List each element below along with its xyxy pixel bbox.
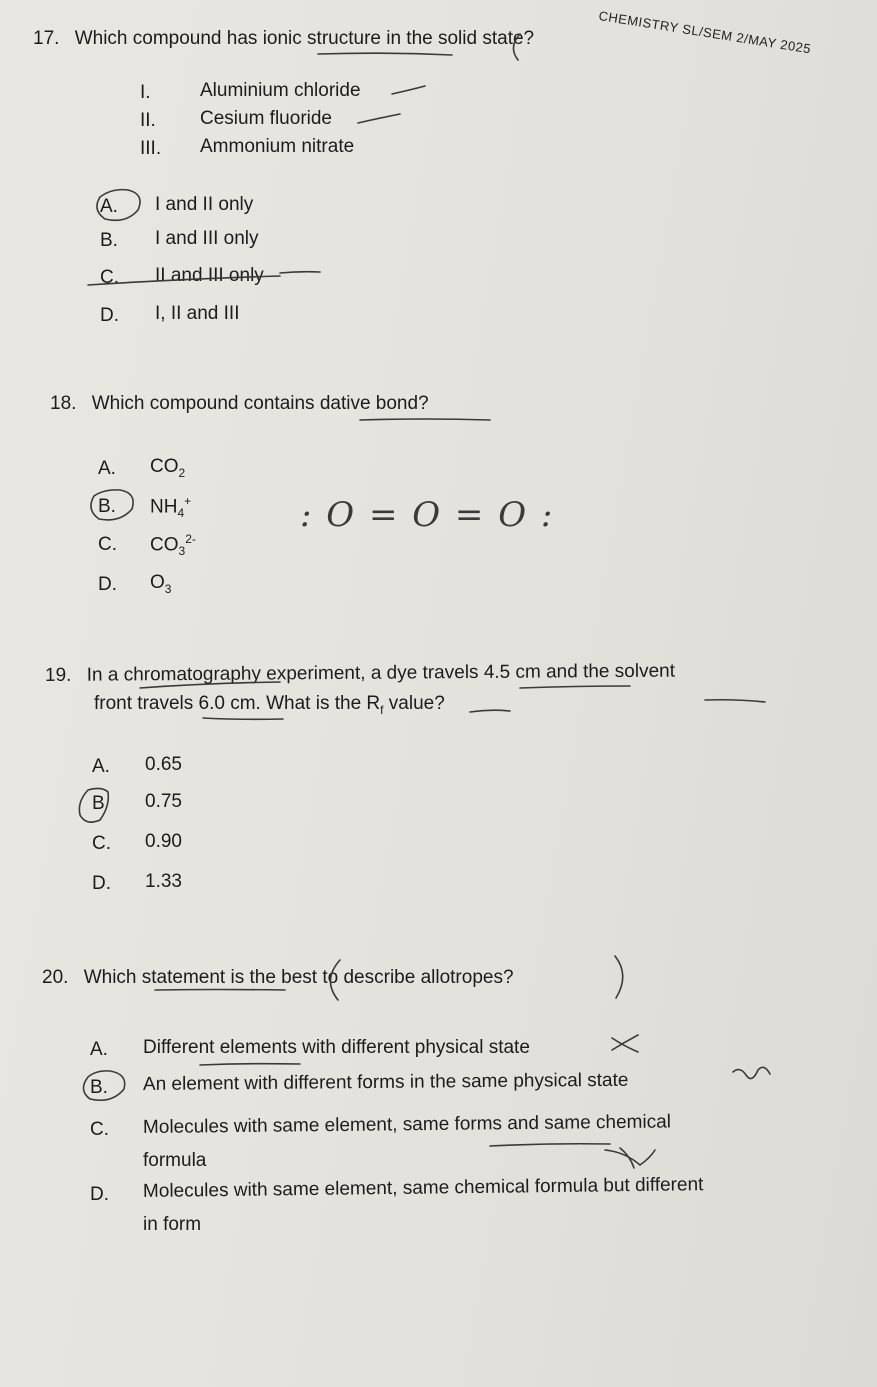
- q17-roman-1-numeral: I.: [140, 82, 151, 103]
- underline-solvent: [705, 700, 765, 702]
- question-20: [42, 967, 514, 989]
- q17-roman-2-text: Cesium fluoride: [200, 108, 332, 129]
- q17-option-a-text: I and II only: [155, 194, 254, 215]
- underline-dye-travels: [520, 686, 630, 688]
- question-17-text: Which compound has ionic structure in the solid state?: [74, 28, 535, 49]
- cross-q20-option-c-1: [605, 1150, 655, 1165]
- bracket-right-allotropes: [615, 956, 623, 998]
- q17-option-a-letter: A.: [100, 196, 118, 217]
- q20-option-c-letter: C.: [90, 1119, 109, 1140]
- question-18-number: 18.: [50, 393, 77, 414]
- q17-option-c-letter: C.: [100, 267, 119, 288]
- q18-option-a-letter: A.: [98, 458, 116, 479]
- underline-physical-state: [200, 1064, 300, 1065]
- q18-option-a-formula: $CO_2$: [150, 456, 186, 480]
- q20-option-a-text: Different elements with different physical state: [143, 1037, 530, 1058]
- q20-option-d-letter: D.: [90, 1184, 109, 1205]
- q17-option-c-text: II and III only: [155, 265, 264, 286]
- q18-option-c-letter: C.: [98, 534, 117, 555]
- question-18-text: Which compound contains dative bond?: [91, 393, 429, 414]
- cross-q20-option-a-1: [612, 1035, 638, 1050]
- underline-same-forms: [490, 1144, 610, 1146]
- question-19-line-2: front travels 6.0 cm. What is the $R_f$ value?: [94, 693, 445, 717]
- q18-option-b-formula: $NH_4^+$: [150, 494, 192, 521]
- q18-option-b-letter: B.: [98, 496, 116, 517]
- q20-option-a-letter: A.: [90, 1039, 108, 1060]
- tick-cesium-fluoride: [358, 114, 400, 123]
- underline-front-travels: [203, 718, 283, 719]
- underline-statement: [155, 990, 285, 991]
- q17-roman-2-numeral: II.: [140, 110, 156, 131]
- q17-option-b-letter: B.: [100, 230, 118, 251]
- mark-q17-option-c-tail: [280, 272, 320, 273]
- cross-q20-option-c-2: [620, 1148, 634, 1168]
- handwritten-ozone-structure: : O = O = O :: [300, 495, 555, 535]
- question-20-number: 20.: [42, 967, 69, 988]
- q19-option-c-text: 0.90: [145, 831, 182, 852]
- question-18: [50, 393, 429, 415]
- question-19-line-1: In a chromatography experiment, a dye travels 4.5 cm and the solvent: [86, 660, 676, 686]
- question-19: [45, 661, 675, 687]
- q17-roman-1-text: Aluminium chloride: [200, 80, 361, 101]
- q20-option-d-line-2: in form: [143, 1214, 202, 1235]
- tick-aluminium-chloride: [392, 86, 425, 94]
- q20-option-c-line-2: formula: [143, 1150, 207, 1171]
- underline-ionic-structure: [318, 53, 452, 55]
- q19-option-c-letter: C.: [92, 833, 111, 854]
- underline-value: [470, 710, 510, 712]
- q19-option-b-letter: B: [92, 793, 105, 814]
- q19-option-d-text: 1.33: [145, 871, 182, 892]
- question-17-number: 17.: [33, 28, 60, 49]
- q19-option-d-letter: D.: [92, 873, 111, 894]
- q18-option-d-formula: $O_3$: [150, 572, 172, 596]
- question-19-number: 19.: [44, 664, 72, 686]
- question-20-text: Which statement is the best to describe allotropes?: [83, 967, 514, 988]
- scribble-q20-option-b: [733, 1067, 770, 1078]
- q17-roman-3-text: Ammonium nitrate: [200, 136, 355, 157]
- q17-option-b-text: I and III only: [155, 228, 259, 249]
- q19-option-a-letter: A.: [92, 756, 110, 777]
- q17-option-d-letter: D.: [100, 305, 119, 326]
- q19-option-b-text: 0.75: [145, 791, 182, 812]
- q17-roman-3-numeral: III.: [140, 138, 162, 159]
- q20-option-d-line-1: Molecules with same element, same chemical formula but different: [142, 1174, 704, 1202]
- header-stamp: CHEMISTRY SL/SEM 2/MAY 2025: [597, 8, 813, 57]
- q18-option-d-letter: D.: [98, 574, 117, 595]
- underline-dative-bond: [360, 419, 490, 420]
- q20-option-b-text: An element with different forms in the same physical state: [142, 1069, 629, 1095]
- q18-option-c-formula: $CO_3^{2-}$: [150, 532, 196, 559]
- cross-q20-option-a-2: [612, 1038, 638, 1052]
- q17-option-d-text: I, II and III: [155, 303, 240, 324]
- question-17: [33, 28, 534, 50]
- q20-option-c-line-1: Molecules with same element, same forms and same chemical: [142, 1111, 672, 1138]
- q19-option-a-text: 0.65: [145, 754, 182, 775]
- q20-option-b-letter: B.: [90, 1077, 108, 1098]
